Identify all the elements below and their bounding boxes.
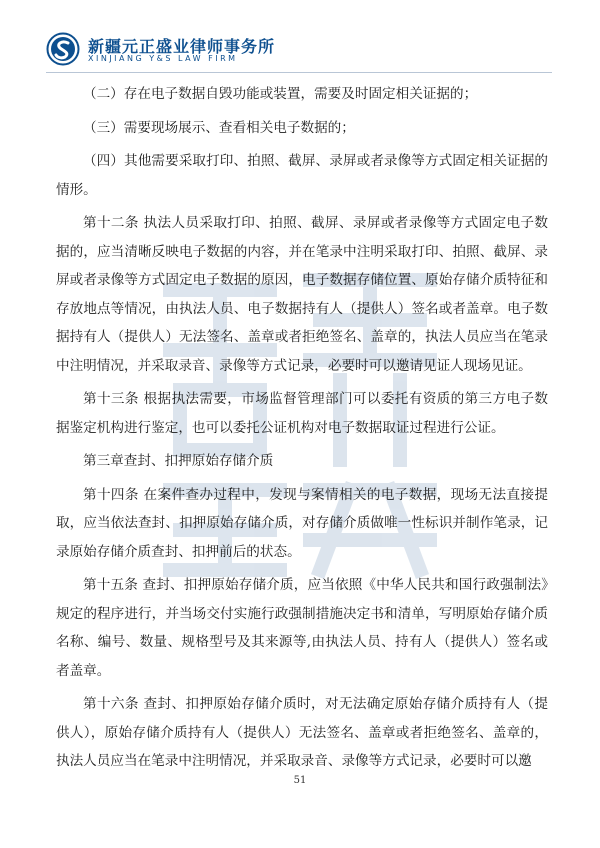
firm-name-en: XINJIANG Y&S LAW FIRM (88, 54, 238, 63)
paragraph: 第十四条 在案件查办过程中，发现与案情相关的电子数据，现场无法直接提取，应当依法查封、扣押原始存储介质，对存储介质做唯一性标识并制作笔录，记录原始存储介质查封、扣押前后的状态。 (56, 486, 548, 560)
page-number: 51 (293, 775, 307, 786)
document-body (56, 80, 548, 776)
chapter-heading: 第三章查封、扣押原始存储介质 (83, 453, 274, 469)
paragraph: 第十二条 执法人员采取打印、拍照、截屏、录屏或者录像等方式固定电子数据的，应当清晰反映电子数据的内容，并在笔录中注明采取打印、拍照、截屏、录屏或者录像等方式固定电子数据的原因，电子数据存储位置、原始存储介质特征和存放地点等情况，由执法人员、电子数据持有人（提供人）签名或者盖章。电子数据持有人（提供人）无法签名、盖章或者拒绝签名、盖章的，执法人员应当在笔录中注明情况，并采取录音、录像等方式记录，必要时可以邀请见证人现场见证。 (56, 215, 548, 374)
paragraph: （四）其他需要采取打印、拍照、截屏、录屏或者录像等方式固定相关证据的情形。 (56, 153, 548, 198)
paragraph: 第十六条 查封、扣押原始存储介质时，对无法确定原始存储介质持有人（提供人），原始存储介质持有人（提供人）无法签名、盖章或者拒绝签名、盖章的，执法人员应当在笔录中注明情况，并采取录音、录像等方式记录，必要时可以邀 (56, 696, 548, 769)
page-header (46, 30, 566, 70)
header-rule (46, 72, 552, 73)
paragraph: （三）需要现场展示、查看相关电子数据的； (83, 119, 355, 136)
paragraph: （二）存在电子数据自毁功能或装置，需要及时固定相关证据的； (83, 86, 478, 102)
firm-logo-icon (46, 32, 80, 66)
paragraph: 第十五条 查封、扣押原始存储介质，应当依照《中华人民共和国行政强制法》规定的程序进行，并当场交付实施行政强制措施决定书和清单，写明原始存储介质名称、编号、数量、规格型号及其来源等,由执法人员、持有人（提供人）签名或者盖章。 (56, 577, 548, 679)
firm-name: 新疆元正盛业律师事务所 (88, 37, 276, 56)
paragraph: 第十三条 根据执法需要，市场监督管理部门可以委托有资质的第三方电子数据鉴定机构进行鉴定，也可以委托公证机构对电子数据取证过程进行公证。 (56, 391, 548, 436)
